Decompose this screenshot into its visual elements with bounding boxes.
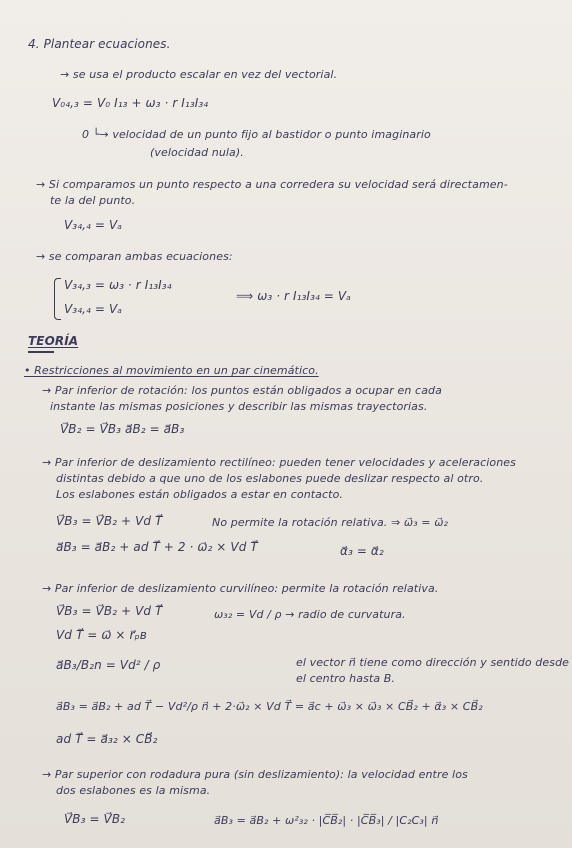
- note-line: → Par inferior de deslizamiento rectilíneo: pueden tener velocidades y aceleraciones: [42, 456, 516, 469]
- equation: V⃗B₃ = V⃗B₂: [64, 812, 126, 826]
- equation: V⃗B₃ = V⃗B₂ + Vd T⃗: [56, 604, 163, 618]
- note-line: Los eslabones están obligados a estar en contacto.: [56, 488, 344, 501]
- system-brace: [54, 278, 61, 320]
- heading-underline: [28, 351, 54, 353]
- note-line: instante las mismas posiciones y describir las mismas trayectorias.: [50, 400, 428, 413]
- equation: V₃₄,₃ = ω₃ · r I₁₃I₃₄: [64, 278, 172, 292]
- note-line: el vector n⃗ tiene como dirección y sentido desde: [296, 656, 570, 669]
- equation: a⃗B₃ = a⃗B₂ + ω²₃₂ · |C̅B̅₂| · |C̅B̅₃| / |C₂C₃| n⃗: [214, 814, 439, 827]
- equation: ad T⃗ = a⃗₃₂ × CB⃗₂: [56, 732, 158, 746]
- equation: V⃗B₂ = V⃗B₃ a⃗B₂ = a⃗B₃: [60, 422, 185, 436]
- note-line: distintas debido a que uno de los eslabones puede deslizar respecto al otro.: [56, 472, 484, 485]
- equation: V₃₄,₄ = Vₐ: [64, 302, 123, 316]
- note-line: (velocidad nula).: [150, 146, 244, 159]
- equation: ω₃₂ = Vd / ρ → radio de curvatura.: [214, 608, 406, 621]
- equation: a⃗B₃ = a⃗B₂ + ad T⃗ + 2 · ω⃗₂ × Vd T⃗: [56, 540, 258, 554]
- equation: a⃗B₃/B₂n = Vd² / ρ: [56, 658, 161, 672]
- note-line: → Si comparamos un punto respecto a una corredera su velocidad será directamen-: [36, 178, 508, 191]
- note-line: → Par inferior de deslizamiento curvilíneo: permite la rotación relativa.: [42, 582, 439, 595]
- note-line: → se usa el producto escalar en vez del vectorial.: [60, 68, 338, 81]
- equation: V₃₄,₄ = Vₐ: [64, 218, 123, 232]
- equation: ⟹ ω₃ · r I₁₃I₃₄ = Vₐ: [236, 289, 351, 303]
- note-line: te la del punto.: [50, 194, 136, 207]
- note-line: el centro hasta B.: [296, 672, 396, 685]
- equation: α⃗₃ = α⃗₂: [340, 544, 384, 558]
- equation: V₀₄,₃ = V₀ I₁₃ + ω₃ · r I₁₃I₃₄: [52, 96, 209, 110]
- section-heading: TEORÍA: [28, 334, 79, 348]
- subheading: • Restricciones al movimiento en un par cinemático.: [24, 364, 319, 377]
- step-heading: 4. Plantear ecuaciones.: [28, 37, 171, 51]
- note-line: dos eslabones es la misma.: [56, 784, 211, 797]
- note-line: → Par superior con rodadura pura (sin deslizamiento): la velocidad entre los: [42, 768, 468, 781]
- note-line: 0 └→ velocidad de un punto fijo al bastidor o punto imaginario: [82, 128, 431, 141]
- note-line: No permite la rotación relativa. ⇒ ω⃗₃ = ω⃗₂: [212, 516, 449, 529]
- note-line: → se comparan ambas ecuaciones:: [36, 250, 233, 263]
- note-line: → Par inferior de rotación: los puntos están obligados a ocupar en cada: [42, 384, 442, 397]
- equation: Vd T⃗ = ω⃗ × r⃗ₚʙ: [56, 628, 147, 642]
- equation: V⃗B₃ = V⃗B₂ + Vd T⃗: [56, 514, 163, 528]
- equation: a⃗B₃ = a⃗B₂ + ad T⃗ − Vd²/ρ n⃗ + 2·ω⃗₂ × Vd T⃗ = a⃗c + ω⃗₃ × ω⃗₃ × CB⃗₂ + α⃗₃ × CB⃗₂: [56, 700, 483, 713]
